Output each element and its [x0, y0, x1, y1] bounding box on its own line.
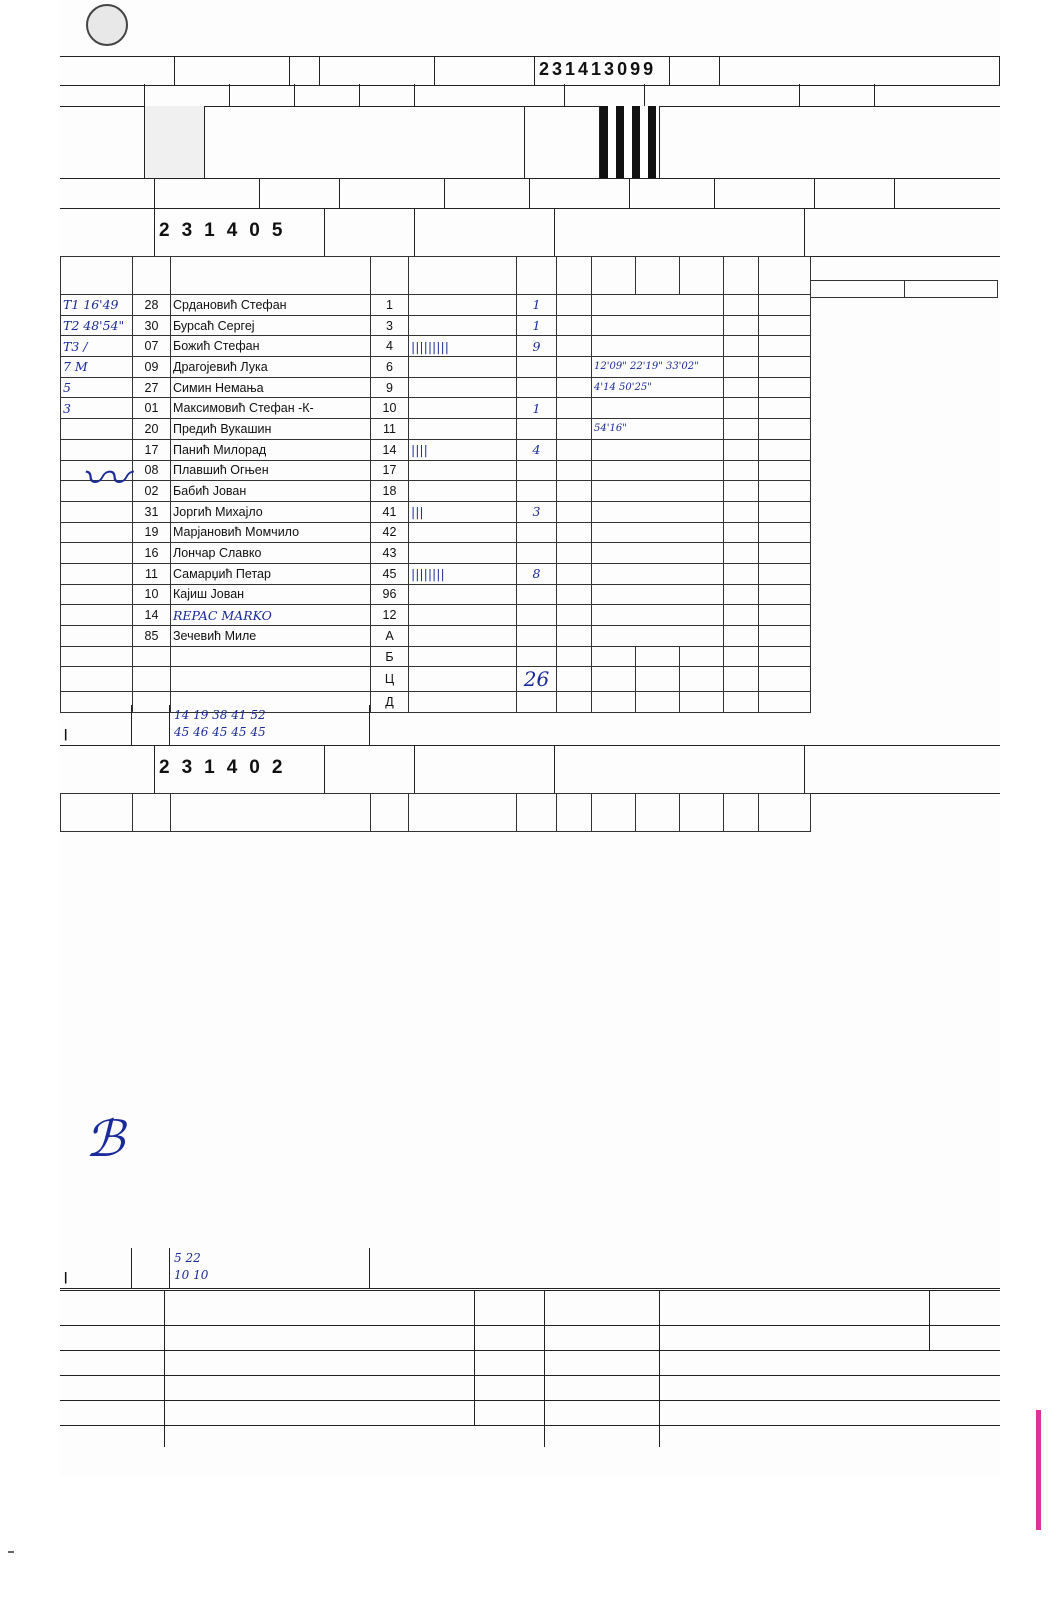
table-row [61, 357, 811, 378]
goal-sum [517, 543, 557, 564]
timeout-cell: 7 М [61, 357, 133, 378]
goal-total: 26 [517, 667, 557, 692]
player-name: Јоргић Михајло [171, 501, 371, 522]
jersey-number: 6 [371, 357, 409, 378]
warning-cell [557, 563, 592, 584]
disq-cell [724, 543, 759, 564]
player-name [171, 646, 371, 667]
penalty-cell [592, 626, 724, 647]
disq-cell [724, 315, 759, 336]
timeout-cell [61, 626, 133, 647]
table-row [61, 667, 811, 692]
player-name: Симин Немања [171, 377, 371, 398]
goal-sum [517, 481, 557, 502]
official-letter: Ц [371, 667, 409, 692]
penalty-cell [557, 646, 592, 667]
score-progression-table [810, 280, 998, 298]
license-cell: 20 [133, 419, 171, 440]
license-cell: 07 [133, 336, 171, 357]
warning-cell [557, 605, 592, 626]
penalty-cell [592, 584, 724, 605]
timeout-cell [61, 667, 133, 692]
table-row [61, 315, 811, 336]
remark-a-values: 14 19 38 41 52 45 46 45 45 45 [170, 705, 370, 745]
player-name: Плавшић Огњен [171, 460, 371, 481]
warning-cell [557, 357, 592, 378]
table-row [61, 626, 811, 647]
team-pen-cell [759, 543, 811, 564]
goals-cell: |||||||| [409, 563, 517, 584]
license-cell: 27 [133, 377, 171, 398]
penalty-cell: 12'09" 22'19" 33'02" [592, 357, 724, 378]
penalty-cell [592, 315, 724, 336]
goals-cell [409, 543, 517, 564]
player-name: Предић Вукашин [171, 419, 371, 440]
disq-cell [724, 501, 759, 522]
team-a-player-table [60, 256, 811, 713]
license-cell: 02 [133, 481, 171, 502]
warning-cell [557, 439, 592, 460]
jersey-number: А [371, 626, 409, 647]
penalty-cell [592, 295, 724, 316]
warning-cell [557, 419, 592, 440]
player-name: Бурсаћ Сергеј [171, 315, 371, 336]
penalty-cell [592, 398, 724, 419]
teams-row [60, 106, 1000, 179]
penalty-cell [592, 646, 636, 667]
penalty-cell [759, 667, 811, 692]
timeout-cell [61, 522, 133, 543]
team-b-header [60, 745, 1000, 794]
license-cell: 85 [133, 626, 171, 647]
disq-cell [724, 605, 759, 626]
team-pen-cell [759, 522, 811, 543]
scanner-footer [8, 1540, 18, 1556]
team-pen-cell [759, 295, 811, 316]
team-pen-cell [759, 626, 811, 647]
timeout-cell [61, 563, 133, 584]
timeout-cell: 3 [61, 398, 133, 419]
federation-logo [86, 4, 128, 46]
warning-cell [557, 377, 592, 398]
player-name: Срдановић Стефан [171, 295, 371, 316]
warning-cell [557, 584, 592, 605]
license-cell: 09 [133, 357, 171, 378]
license-cell: 19 [133, 522, 171, 543]
warning-cell [557, 481, 592, 502]
jersey-number: 1 [371, 295, 409, 316]
disq-cell [724, 398, 759, 419]
jersey-number: 11 [371, 419, 409, 440]
table-row [61, 460, 811, 481]
table-row [61, 439, 811, 460]
license-cell: 16 [133, 543, 171, 564]
goal-sum [517, 460, 557, 481]
table-row [61, 646, 811, 667]
license-cell [133, 667, 171, 692]
goals-cell [409, 357, 517, 378]
license-cell: 31 [133, 501, 171, 522]
warning-cell [557, 295, 592, 316]
remark-b: | [60, 1248, 132, 1288]
penalty-cell [680, 667, 724, 692]
jersey-number: 9 [371, 377, 409, 398]
team-b-logo [600, 106, 660, 178]
timeout-cell [61, 646, 133, 667]
license-cell: 01 [133, 398, 171, 419]
penalty-cell [592, 522, 724, 543]
jersey-number: 18 [371, 481, 409, 502]
goals-cell [409, 315, 517, 336]
disq-cell [724, 419, 759, 440]
player-name: Марјановић Момчило [171, 522, 371, 543]
jersey-number: 17 [371, 460, 409, 481]
table-row [61, 419, 811, 440]
timeout-cell [61, 584, 133, 605]
goals-cell [409, 626, 517, 647]
jersey-number: 12 [371, 605, 409, 626]
license-cell [133, 646, 171, 667]
disq-cell [724, 336, 759, 357]
competition-row [60, 56, 1000, 86]
table-row [61, 398, 811, 419]
disq-cell [724, 481, 759, 502]
date-row [60, 84, 1000, 107]
table-row [61, 584, 811, 605]
warning-cell [557, 336, 592, 357]
remark-a: | [60, 705, 132, 745]
player-name: Божић Стефан [171, 336, 371, 357]
license-cell: 17 [133, 439, 171, 460]
jersey-number: 14 [371, 439, 409, 460]
license-cell: 08 [133, 460, 171, 481]
disq-cell [724, 460, 759, 481]
warning-cell [557, 543, 592, 564]
player-name: Драгојевић Лука [171, 357, 371, 378]
goals-cell [409, 295, 517, 316]
license-cell: 28 [133, 295, 171, 316]
team-b-remark-row [60, 1248, 1000, 1289]
goals-cell [409, 398, 517, 419]
match-number: 231413099 [535, 57, 670, 85]
goal-sum: 4 [517, 439, 557, 460]
warning-cell [557, 626, 592, 647]
license-cell: 30 [133, 315, 171, 336]
goal-sum [517, 605, 557, 626]
penalty-cell [592, 563, 724, 584]
official-goals [409, 667, 517, 692]
penalty-cell: 4'14 50'25" [592, 377, 724, 398]
goal-sum: 1 [517, 315, 557, 336]
penalty-cell [592, 605, 724, 626]
player-name: Кајиш Јован [171, 584, 371, 605]
team-b-code: 231402 [155, 745, 325, 793]
timeout-cell [61, 543, 133, 564]
timeout-cell [61, 605, 133, 626]
penalty-cell: 54'16" [592, 419, 724, 440]
timeout-cell [61, 419, 133, 440]
disq-cell [724, 295, 759, 316]
warning-cell [557, 501, 592, 522]
team-pen-cell [759, 439, 811, 460]
timeout-cell: T2 48'54" [61, 315, 133, 336]
table-row [61, 336, 811, 357]
table-row [61, 543, 811, 564]
license-cell: 11 [133, 563, 171, 584]
goals-cell: ||| [409, 501, 517, 522]
team-a-code: 231405 [155, 208, 325, 256]
table-row [61, 377, 811, 398]
jersey-number: 42 [371, 522, 409, 543]
goal-sum: 1 [517, 398, 557, 419]
warning-cell [557, 460, 592, 481]
jersey-number: 3 [371, 315, 409, 336]
penalty-cell [592, 481, 724, 502]
page-edge-mark [1036, 1410, 1041, 1530]
warning-cell [557, 522, 592, 543]
penalty-cell [592, 501, 724, 522]
team-pen-cell [759, 419, 811, 440]
goals-cell [409, 584, 517, 605]
penalty-cell [592, 543, 724, 564]
penalty-cell [592, 460, 724, 481]
result-row [60, 178, 1000, 209]
team-b-rep-signature: ℬ [85, 1110, 125, 1168]
official-goals [409, 646, 517, 667]
team-pen-cell [759, 377, 811, 398]
disq-cell [724, 563, 759, 584]
table-row [61, 481, 811, 502]
warning-cell [557, 315, 592, 336]
disq-cell [724, 377, 759, 398]
team-a-logo [145, 106, 205, 178]
team-a-remark-row [60, 705, 1000, 746]
timeout-cell: T3 / [61, 336, 133, 357]
license-cell: 10 [133, 584, 171, 605]
goals-cell [409, 605, 517, 626]
penalty-cell [592, 667, 636, 692]
license-cell: 14 [133, 605, 171, 626]
disq-cell [724, 522, 759, 543]
team-a-rep-signature: 〰 [80, 451, 129, 507]
goals-cell [409, 460, 517, 481]
team-pen-cell [759, 563, 811, 584]
goals-cell [409, 419, 517, 440]
goals-cell: ||||||||| [409, 336, 517, 357]
goal-sum [517, 584, 557, 605]
goals-cell [409, 377, 517, 398]
player-name: Бабић Јован [171, 481, 371, 502]
penalty-cell [636, 646, 680, 667]
jersey-number: 43 [371, 543, 409, 564]
timeout-cell: 5 [61, 377, 133, 398]
player-name [171, 667, 371, 692]
team-pen-cell [759, 336, 811, 357]
team-pen-cell [759, 501, 811, 522]
team-b-player-table [60, 793, 811, 832]
penalty-cell [592, 439, 724, 460]
team-pen-cell [759, 460, 811, 481]
team-pen-cell [759, 357, 811, 378]
player-name: REPAC MARKO [171, 605, 371, 626]
goal-total [517, 646, 557, 667]
team-a-header [60, 208, 1000, 257]
table-row [61, 605, 811, 626]
penalty-cell [724, 646, 759, 667]
table-row [61, 522, 811, 543]
jersey-number: 96 [371, 584, 409, 605]
jersey-number: 45 [371, 563, 409, 584]
table-row [61, 501, 811, 522]
penalty-cell [759, 646, 811, 667]
goals-cell [409, 481, 517, 502]
jersey-number: 41 [371, 501, 409, 522]
player-name: Зечевић Миле [171, 626, 371, 647]
player-name: Панић Милорад [171, 439, 371, 460]
official-letter: Д [371, 692, 409, 713]
goal-sum [517, 377, 557, 398]
disq-cell [724, 626, 759, 647]
timeout-cell: T1 16'49 [61, 295, 133, 316]
warning-cell [557, 398, 592, 419]
official-letter: Б [371, 646, 409, 667]
disq-cell [724, 439, 759, 460]
disq-cell [724, 357, 759, 378]
goals-cell [409, 522, 517, 543]
player-name: Лончар Славко [171, 543, 371, 564]
page-title [150, 0, 950, 48]
goal-sum: 1 [517, 295, 557, 316]
table-row [61, 563, 811, 584]
player-name: Самарџић Петар [171, 563, 371, 584]
goal-sum: 8 [517, 563, 557, 584]
team-pen-cell [759, 398, 811, 419]
remark-b-values: 5 22 10 10 [170, 1248, 370, 1288]
jersey-number: 10 [371, 398, 409, 419]
jersey-number: 4 [371, 336, 409, 357]
penalty-cell [680, 646, 724, 667]
team-pen-cell [759, 584, 811, 605]
goal-sum [517, 357, 557, 378]
player-name: Максимовић Стефан -К- [171, 398, 371, 419]
team-pen-cell [759, 605, 811, 626]
penalty-cell [592, 336, 724, 357]
penalty-cell [557, 667, 592, 692]
team-pen-cell [759, 315, 811, 336]
table-row [61, 295, 811, 316]
penalty-cell [636, 667, 680, 692]
goal-sum: 9 [517, 336, 557, 357]
goal-sum [517, 626, 557, 647]
team-pen-cell [759, 481, 811, 502]
disq-cell [724, 584, 759, 605]
goals-cell: |||| [409, 439, 517, 460]
penalty-cell [724, 667, 759, 692]
goal-sum [517, 419, 557, 440]
goal-sum: 3 [517, 501, 557, 522]
goal-sum [517, 522, 557, 543]
